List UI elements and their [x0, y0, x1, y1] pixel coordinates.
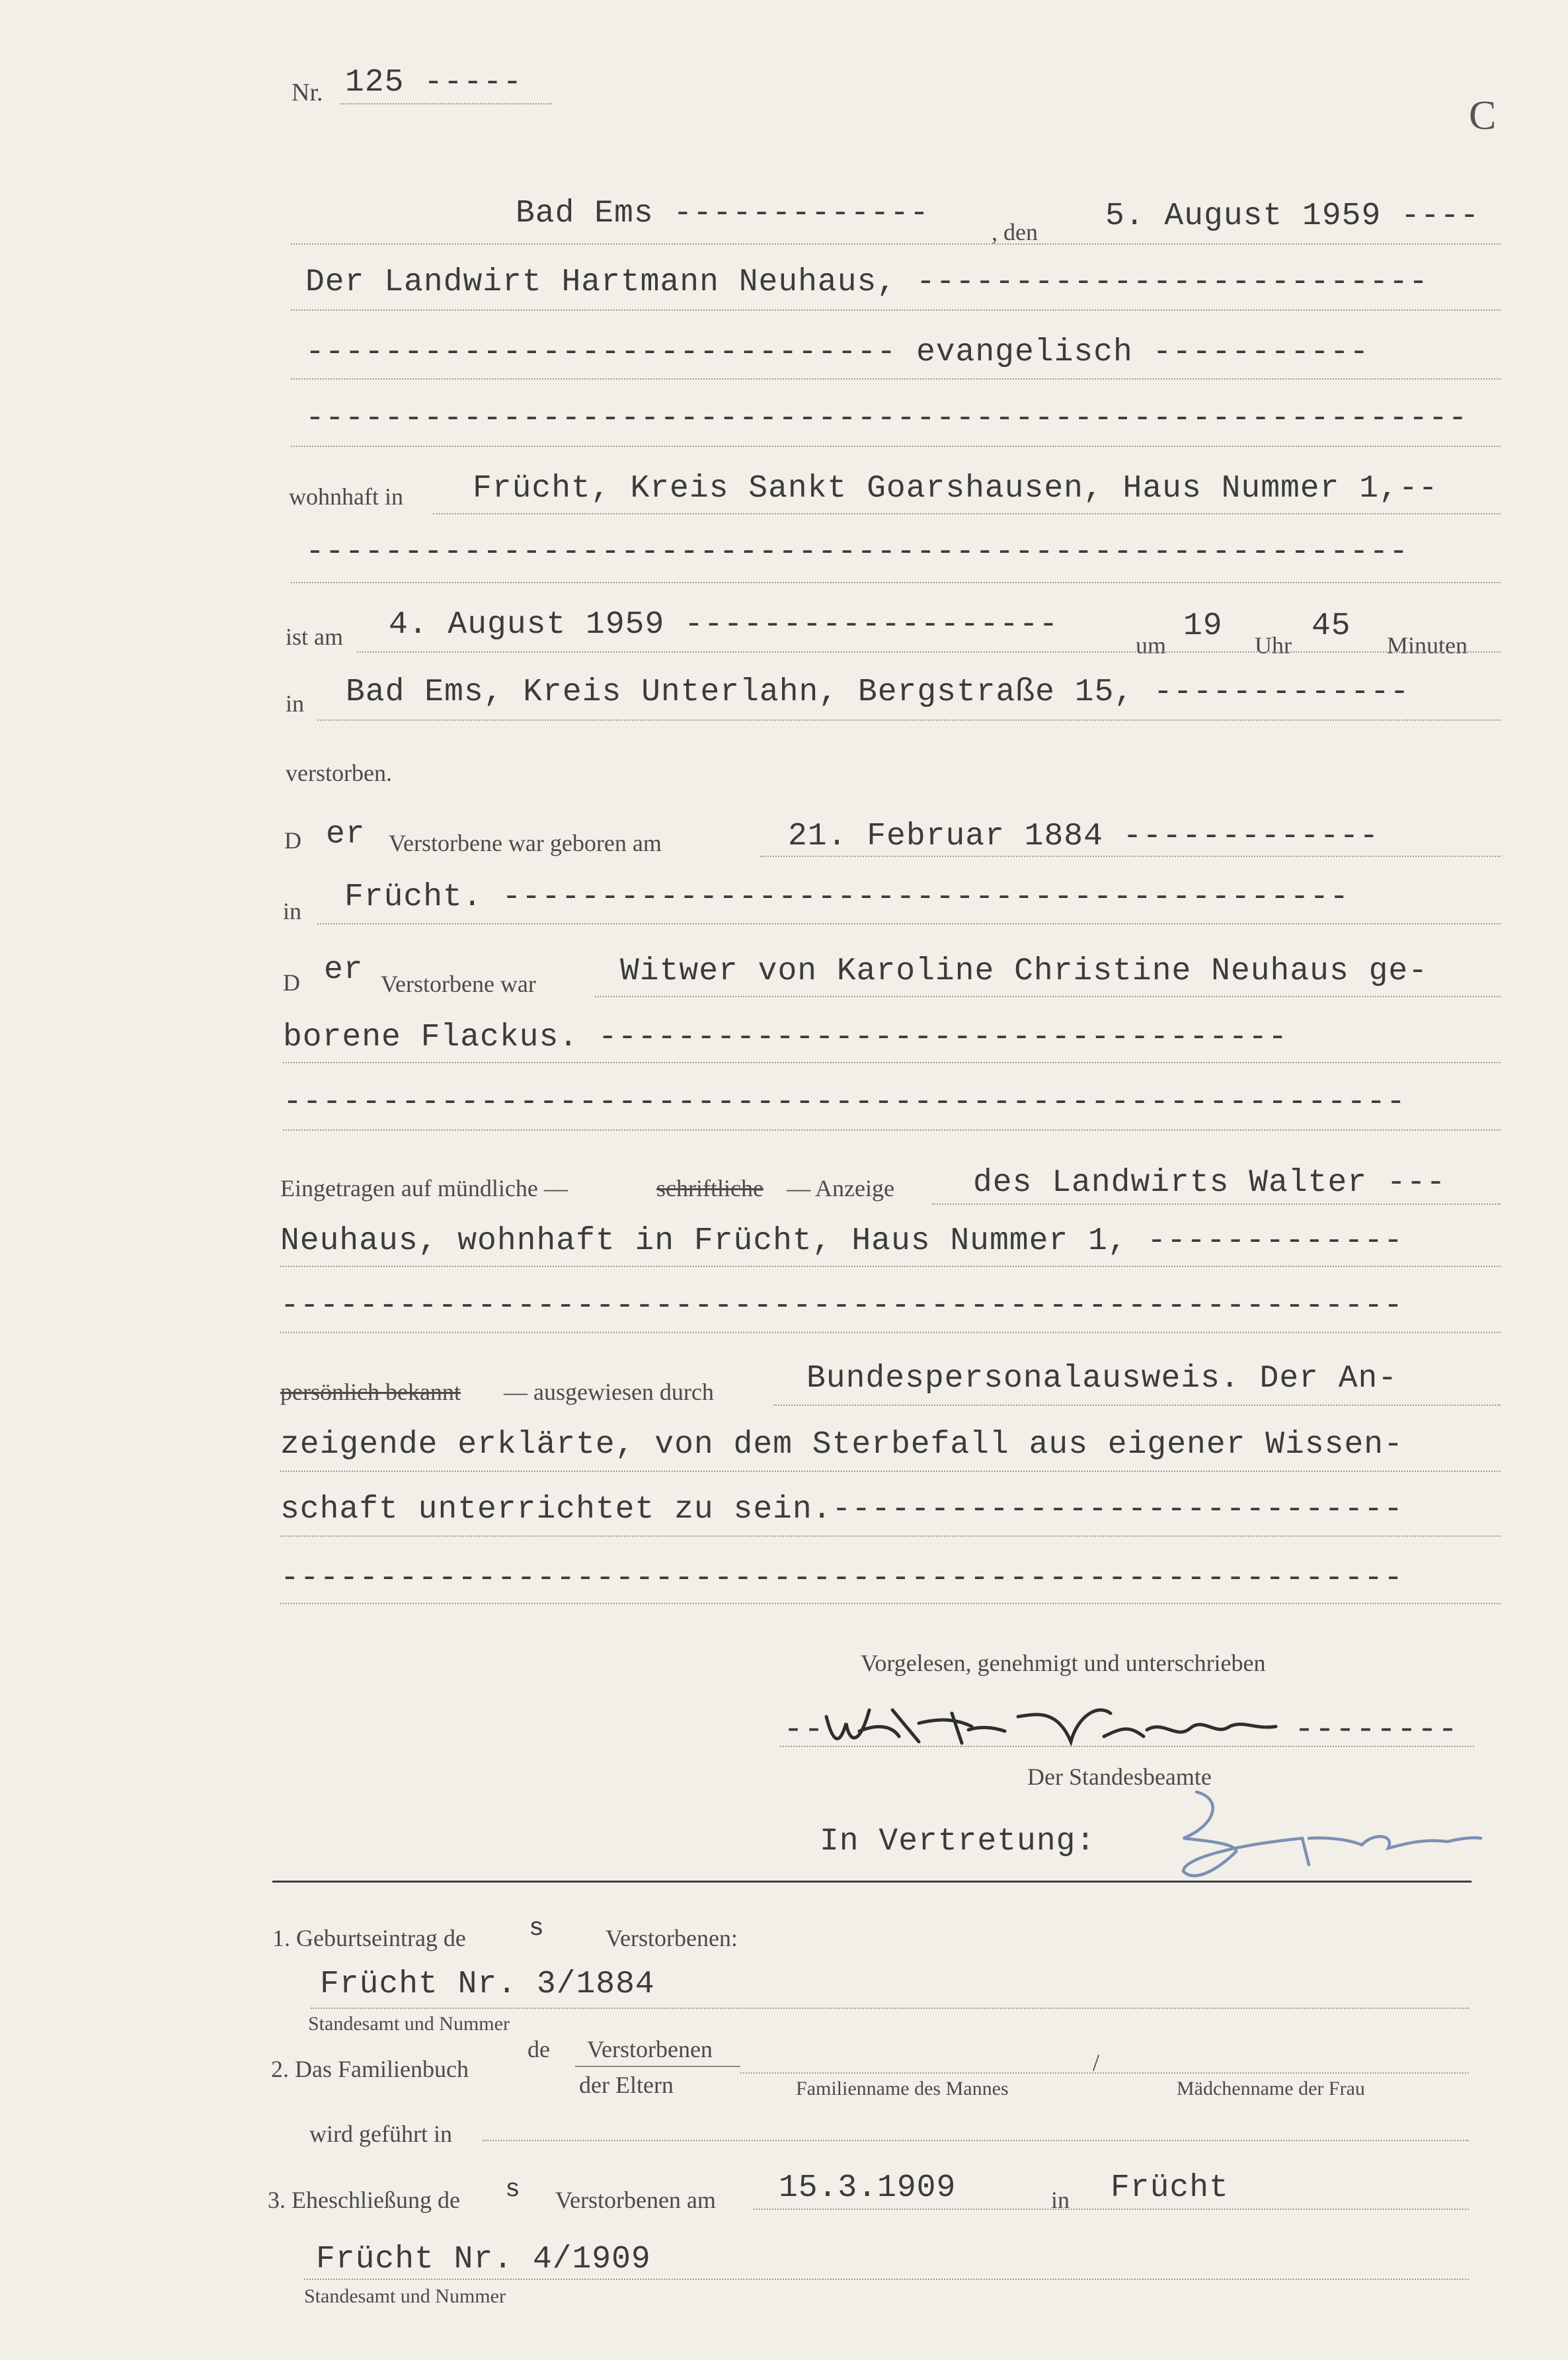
death-in-label: in — [286, 690, 305, 717]
read-approved-label: Vorgelesen, genehmigt und unterschrieben — [861, 1650, 1266, 1676]
residence: Frücht, Kreis Sankt Goarshausen, Haus Nummer 1,-- — [473, 471, 1438, 507]
footer-item2-eltern: der Eltern — [579, 2072, 674, 2098]
registry-place: Bad Ems ------------- — [516, 196, 929, 231]
dotline — [280, 1535, 1501, 1537]
footer-item3-caption: Standesamt und Nummer — [304, 2285, 506, 2307]
um-label: um — [1136, 632, 1167, 659]
dotline — [291, 243, 1501, 245]
dotline — [357, 651, 1501, 653]
uhr-label: Uhr — [1255, 632, 1292, 659]
death-minute: 45 — [1312, 608, 1351, 644]
deceased-line-1: Der Landwirt Hartmann Neuhaus, -------------------------- — [305, 264, 1429, 300]
footer-item1-value: Frücht Nr. 3/1884 — [320, 1967, 655, 2002]
marital-line-2: borene Flackus. ----------------------------------- — [283, 1020, 1288, 1055]
informant-dashes-right: -------- — [1294, 1711, 1459, 1749]
footer-rule — [272, 1881, 1471, 1883]
footer-item2-slash: / — [1093, 2049, 1100, 2076]
registry-date: 5. August 1959 ---- — [1105, 198, 1480, 234]
identification-line-1: Bundespersonalausweis. Der An- — [806, 1361, 1398, 1397]
entry-number: 125 ----- — [345, 65, 523, 101]
report-label-end: — Anzeige — [787, 1175, 894, 1201]
footer-item2-caption-woman: Mädchenname der Frau — [1177, 2078, 1365, 2099]
footer-item3-value: Frücht Nr. 4/1909 — [316, 2242, 651, 2277]
footer-item1-label: 1. Geburtseintrag de — [272, 1925, 466, 1951]
dotline — [283, 1129, 1501, 1131]
den-label: , den — [992, 219, 1038, 245]
registrar-label: Der Standesbeamte — [1027, 1764, 1212, 1790]
footer-item2-de: de — [528, 2036, 550, 2062]
section-letter: C — [1469, 93, 1497, 138]
geboren-label: Verstorbene war geboren am — [389, 830, 662, 856]
report-line-3: --------------------------------------------------------- — [280, 1288, 1403, 1324]
dotline — [280, 1603, 1501, 1604]
footer-item2-verstorbenen: Verstorbenen — [587, 2036, 713, 2062]
informant-dashes-left: -- — [783, 1711, 825, 1749]
marital-er-fill: er — [324, 952, 364, 988]
ist-am-label: ist am — [286, 624, 343, 650]
dotline — [283, 1062, 1501, 1063]
birth-er-fill: er — [326, 817, 366, 852]
footer-item3-mid: Verstorbenen am — [555, 2187, 716, 2213]
report-label-start: Eingetragen auf mündliche — — [280, 1175, 568, 1201]
death-place: Bad Ems, Kreis Unterlahn, Bergstraße 15, ------------- — [346, 674, 1410, 710]
dotline — [780, 1746, 1474, 1747]
dotline — [280, 1471, 1501, 1472]
footer-item3-date: 15.3.1909 — [779, 2170, 957, 2206]
death-date: 4. August 1959 ------------------- — [389, 607, 1059, 643]
birth-place: Frücht. ------------------------------------------- — [344, 879, 1350, 915]
identification-line-4: --------------------------------------------------------- — [280, 1561, 1403, 1596]
dotline — [433, 513, 1501, 514]
marital-d-label: D — [283, 969, 300, 996]
dotline — [317, 923, 1501, 924]
footer-item3-place: Frücht — [1111, 2170, 1229, 2206]
wohnhaft-label: wohnhaft in — [289, 483, 403, 510]
report-line-2: Neuhaus, wohnhaft in Frücht, Haus Nummer 1, ------------- — [280, 1223, 1403, 1259]
identification-line-3: schaft unterrichtet zu sein.----------------------------- — [280, 1492, 1403, 1527]
footer-item2-caption-man: Familienname des Mannes — [796, 2078, 1009, 2099]
dotline — [773, 1404, 1501, 1406]
verstorben-label: verstorben. — [286, 760, 392, 786]
deceased-line-2: ------------------------------ evangelisch ----------- — [305, 335, 1370, 370]
dotline — [932, 1203, 1501, 1205]
footer-item2-label: 2. Das Familienbuch — [271, 2056, 469, 2082]
dotline — [754, 2209, 1469, 2210]
dotline — [291, 309, 1501, 311]
footer-item1-caption: Standesamt und Nummer — [308, 2013, 510, 2035]
report-line-1: des Landwirts Walter --- — [973, 1165, 1446, 1201]
footer-item1-end: Verstorbenen: — [606, 1925, 738, 1951]
nr-label: Nr. — [292, 79, 323, 106]
dotline — [291, 446, 1501, 447]
birth-d-label: D — [284, 827, 301, 854]
nr-dotline — [340, 103, 552, 104]
minuten-label: Minuten — [1387, 632, 1468, 659]
dotline — [317, 719, 1501, 721]
footer-item3-in: in — [1051, 2187, 1070, 2213]
deceased-line-3: ----------------------------------------------------------- — [305, 401, 1468, 436]
dotline — [483, 2140, 1469, 2141]
dotline — [304, 2279, 1469, 2280]
residence-line-2: -------------------------------------------------------- — [305, 534, 1409, 570]
footer-item3-label: 3. Eheschließung de — [268, 2187, 460, 2213]
footer-item2-fraction-rule — [575, 2066, 740, 2067]
birth-date: 21. Februar 1884 ------------- — [788, 819, 1380, 854]
identification-label: — ausgewiesen durch — [504, 1379, 714, 1405]
registrar-signature — [1157, 1785, 1487, 1885]
dotline — [595, 996, 1501, 997]
dotline — [291, 582, 1501, 583]
marital-line-3: --------------------------------------------------------- — [283, 1084, 1406, 1120]
footer-item2-gefuehrt: wird geführt in — [309, 2121, 452, 2147]
dotline — [740, 2072, 1469, 2074]
dotline — [311, 2008, 1469, 2009]
report-label-struck: schriftliche — [656, 1175, 764, 1201]
footer-item1-fill: s — [529, 1914, 545, 1943]
footer-item3-fill: s — [505, 2176, 521, 2204]
in-vertretung: In Vertretung: — [820, 1824, 1096, 1859]
identification-struck: persönlich bekannt — [280, 1379, 461, 1405]
dotline — [291, 378, 1501, 380]
death-hour: 19 — [1183, 608, 1223, 644]
verstorbene-war-label: Verstorbene war — [381, 971, 536, 997]
dotline — [280, 1266, 1501, 1267]
dotline — [280, 1332, 1501, 1333]
dotline — [760, 856, 1501, 857]
birth-in-label: in — [283, 898, 302, 924]
identification-line-2: zeigende erklärte, von dem Sterbefall aus eigener Wissen- — [280, 1427, 1403, 1463]
marital-line-1: Witwer von Karoline Christine Neuhaus ge- — [620, 954, 1428, 989]
